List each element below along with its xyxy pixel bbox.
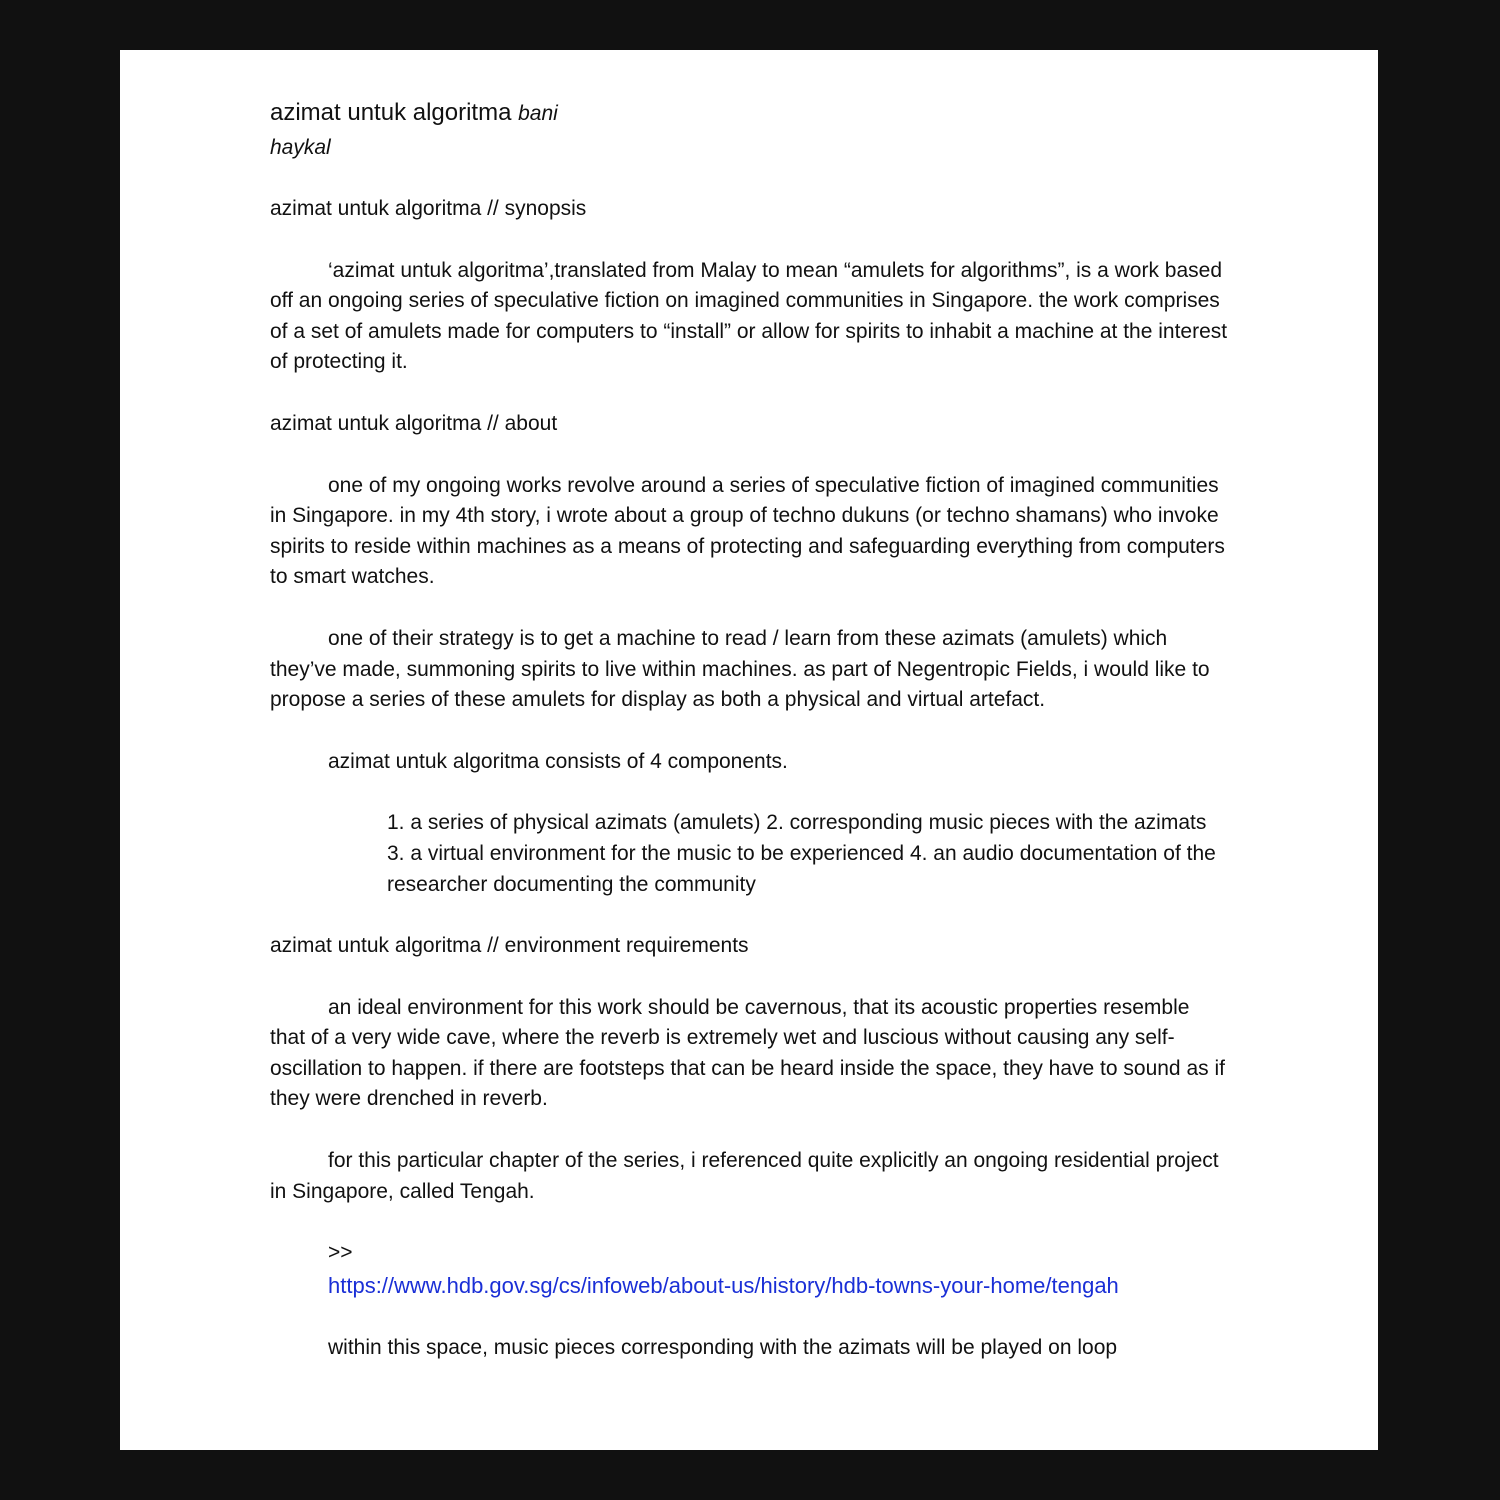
about-heading: azimat untuk algoritma // about <box>270 411 558 435</box>
environment-heading: azimat untuk algoritma // environment requirements <box>270 934 749 958</box>
synopsis-paragraph: ‘azimat untuk algoritma’,translated from Malay to mean “amulets for algorithms”, is a work based off an ongoing series of speculative fiction on imagined communities in Singapore. the work comprises of a set of amulets made for computers to “install” or allow for spirits to inhabit a machine at the interest of protecting it. <box>270 258 1228 374</box>
about-paragraph-2: one of their strategy is to get a machine to read / learn from these azimats (amulets) which they’ve made, summoning spirits to live within machines. as part of Negentropic Fields, i would like to propose a series of these amulets for display as both a physical and virtual artefact. <box>270 626 1210 712</box>
document-title <box>270 96 1228 130</box>
components-intro: azimat untuk algoritma consists of 4 components. <box>328 749 788 773</box>
link-line <box>328 1271 1228 1303</box>
title-text: azimat untuk algoritma <box>270 99 512 126</box>
environment-paragraph-1: an ideal environment for this work should be cavernous, that its acoustic properties resemble that of a very wide cave, where the reverb is extremely wet and luscious without causing any self- oscillation to happen. if there are footsteps that can be heard inside the space, they have to sound as if they were drenched in reverb. <box>270 995 1225 1111</box>
about-paragraph-1: one of my ongoing works revolve around a series of speculative fiction of imagined communities in Singapore. in my 4th story, i wrote about a group of techno dukuns (or techno shamans) who invoke spirits to reside within machines as a means of protecting and safeguarding everything from computers to smart watches. <box>270 473 1225 589</box>
synopsis-heading: azimat untuk algoritma // synopsis <box>270 197 587 220</box>
components-list: 1. a series of physical azimats (amulets) 2. corresponding music pieces with the azimats 3. a virtual environment for the music to be experienced 4. an audio documentation of the researcher documenting the community <box>387 811 1216 896</box>
author-first-name: bani <box>518 102 558 125</box>
final-line: within this space, music pieces corresponding with the azimats will be played on loop <box>328 1336 1118 1360</box>
link-arrow: >> <box>328 1241 353 1265</box>
author-last-name: haykal <box>270 136 331 159</box>
document-page <box>120 50 1378 1450</box>
tengah-link[interactable]: https://www.hdb.gov.sg/cs/infoweb/about-us/history/hdb-towns-your-home/tengah <box>328 1272 1119 1298</box>
environment-paragraph-2: for this particular chapter of the series, i referenced quite explicitly an ongoing residential project in Singapore, called Tengah. <box>270 1149 1219 1203</box>
